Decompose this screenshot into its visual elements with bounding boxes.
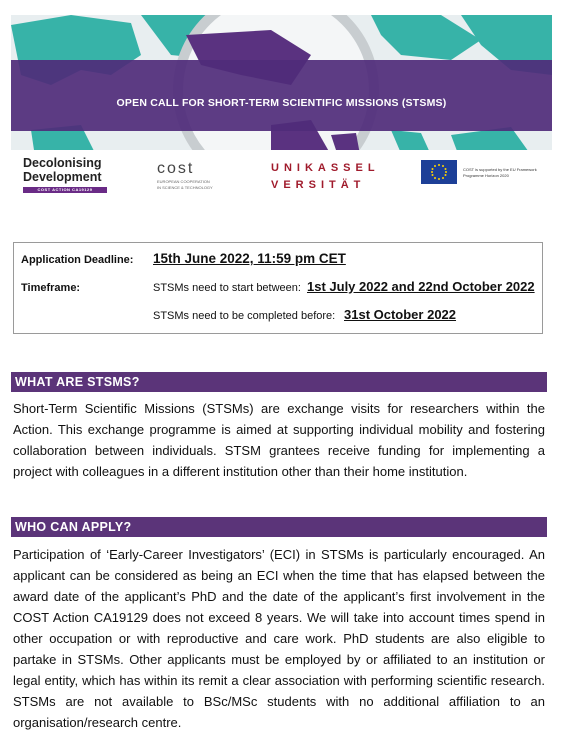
cost-logo — [157, 160, 213, 190]
section-heading-what-are-stsms: WHAT ARE STSMS? — [11, 372, 547, 392]
complete-date: 31st October 2022 — [344, 307, 457, 322]
banner-title-strip — [11, 60, 552, 131]
decolonising-logo-line2: Development — [23, 170, 102, 184]
start-between-text: STSMs need to start between: — [153, 282, 301, 294]
section-heading-who-can-apply: WHO CAN APPLY? — [11, 517, 547, 537]
cost-logo-name: cost — [157, 160, 195, 177]
deadline-box — [13, 242, 543, 334]
eu-flag-icon — [421, 160, 457, 184]
uni-kassel-logo — [271, 160, 380, 194]
application-deadline-date: 15th June 2022, 11:59 pm CET — [153, 251, 346, 266]
timeframe-label: Timeframe: — [21, 282, 81, 294]
application-deadline-label: Application Deadline: — [21, 254, 134, 266]
decolonising-logo-subtitle: COST ACTION CA19129 — [23, 187, 107, 193]
decolonising-logo-line1: Decolonising — [23, 156, 102, 170]
uni-kassel-line1: UNIKASSEL — [271, 162, 380, 174]
cost-logo-sub1: EUROPEAN COOPERATION — [157, 179, 210, 184]
section-body-what-are-stsms: Short-Term Scientific Missions (STSMs) are exchange visits for researchers within the Action. This exchange programme is aimed at supporting individual mobility and fostering collaboration between individuals. STSM grantees receive funding for implementing a project with colleagues in a different institution other than their home institution. — [13, 401, 545, 479]
start-dates: 1st July 2022 and 22nd October 2022 — [307, 279, 535, 294]
cost-logo-sub2: IN SCIENCE & TECHNOLOGY — [157, 185, 213, 190]
uni-kassel-line2: VERSITÄT — [271, 179, 366, 191]
section-body-who-can-apply: Participation of ‘Early-Career Investigators’ (ECI) in STSMs is particularly encouraged. An applicant can be considered as being an ECI when the time that has elapsed between the award date of the applicant’s PhD and the date of the applicant’s first involvement in the COST Action CA19129 does not exceed 8 years. We will take into account times spend in other occupation or with reproductive and care work. PhD students are also eligible to partake in STSMs. Other applicants must be employed by or affiliated to an institution or legal entity, which has within its remit a clear association with performing scientific research. STSMs are not available to BSc/MSc students with no additional affiliation to an organisation/research centre. — [13, 547, 545, 730]
complete-before-text: STSMs need to be completed before: — [153, 310, 336, 322]
banner-title: OPEN CALL FOR SHORT-TERM SCIENTIFIC MISSIONS (STSMS) — [116, 97, 447, 109]
partner-logos — [11, 150, 552, 197]
decolonising-development-logo — [23, 156, 107, 193]
eu-funding-text: COST is supported by the EU Framework Programme Horizon 2020 — [463, 167, 537, 178]
